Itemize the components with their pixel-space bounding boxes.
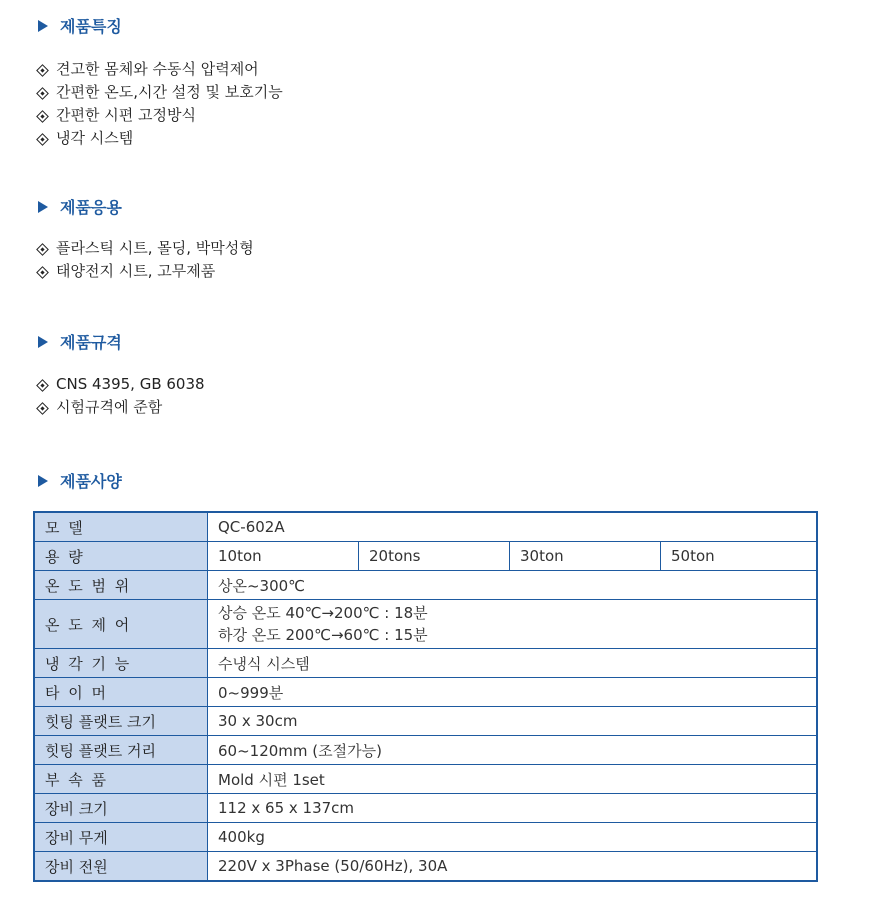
spec-value: 30 x 30cm <box>208 707 818 736</box>
spec-value: 10ton <box>208 542 359 571</box>
table-row <box>34 542 817 571</box>
list-item: 시험규격에 준함 <box>36 396 205 419</box>
applications-title: 제품응용 <box>60 198 122 217</box>
spec-label: 온 도 제 어 <box>34 600 208 649</box>
table-row <box>34 794 817 823</box>
diamond-bullet-icon <box>36 87 48 99</box>
spec-value: 30ton <box>510 542 661 571</box>
table-row <box>34 600 817 649</box>
standards-heading <box>38 330 122 353</box>
table-row <box>34 571 817 600</box>
features-heading <box>38 14 122 37</box>
specs-title: 제품사양 <box>60 472 122 491</box>
spec-value: Mold 시편 1set <box>208 765 818 794</box>
spec-label: 힛팅 플랫트 거리 <box>34 736 208 765</box>
list-item: 태양전지 시트, 고무제품 <box>36 260 254 283</box>
list-item: 냉각 시스템 <box>36 127 283 150</box>
table-row <box>34 765 817 794</box>
spec-value: 20tons <box>359 542 510 571</box>
spec-label: 장비 크기 <box>34 794 208 823</box>
triangle-bullet-icon <box>38 475 48 487</box>
spec-label: 모 델 <box>34 512 208 542</box>
table-row <box>34 852 817 882</box>
applications-heading <box>38 195 122 218</box>
spec-label: 힛팅 플랫트 크기 <box>34 707 208 736</box>
specs-heading <box>38 469 122 492</box>
spec-value: 112 x 65 x 137cm <box>208 794 818 823</box>
triangle-bullet-icon <box>38 336 48 348</box>
triangle-bullet-icon <box>38 201 48 213</box>
spec-label: 장비 무게 <box>34 823 208 852</box>
standards-list <box>36 373 205 419</box>
spec-value: 상승 온도 40℃→200℃ : 18분 하강 온도 200℃→60℃ : 15분 <box>208 600 818 649</box>
triangle-bullet-icon <box>38 20 48 32</box>
table-row <box>34 736 817 765</box>
list-item: CNS 4395, GB 6038 <box>36 373 205 396</box>
spec-label: 장비 전원 <box>34 852 208 882</box>
spec-value: 50ton <box>661 542 818 571</box>
diamond-bullet-icon <box>36 379 48 391</box>
applications-list <box>36 237 254 283</box>
diamond-bullet-icon <box>36 64 48 76</box>
standards-title: 제품규격 <box>60 333 122 352</box>
spec-label: 부 속 품 <box>34 765 208 794</box>
spec-label: 온 도 범 위 <box>34 571 208 600</box>
table-row <box>34 823 817 852</box>
spec-value: 60~120mm (조절가능) <box>208 736 818 765</box>
table-row <box>34 649 817 678</box>
features-title: 제품특징 <box>60 17 122 36</box>
list-item: 플라스틱 시트, 몰딩, 박막성형 <box>36 237 254 260</box>
spec-value: 220V x 3Phase (50/60Hz), 30A <box>208 852 818 882</box>
spec-label: 냉 각 기 능 <box>34 649 208 678</box>
spec-table <box>33 511 818 882</box>
table-row <box>34 707 817 736</box>
spec-value: QC-602A <box>208 512 818 542</box>
table-row <box>34 678 817 707</box>
list-item: 견고한 몸체와 수동식 압력제어 <box>36 58 283 81</box>
list-item: 간편한 온도,시간 설정 및 보호기능 <box>36 81 283 104</box>
diamond-bullet-icon <box>36 243 48 255</box>
diamond-bullet-icon <box>36 402 48 414</box>
spec-value: 수냉식 시스템 <box>208 649 818 678</box>
diamond-bullet-icon <box>36 133 48 145</box>
list-item: 간편한 시편 고정방식 <box>36 104 283 127</box>
spec-value: 0~999분 <box>208 678 818 707</box>
features-list <box>36 58 283 150</box>
spec-value: 400kg <box>208 823 818 852</box>
spec-value: 상온~300℃ <box>208 571 818 600</box>
spec-label: 타 이 머 <box>34 678 208 707</box>
diamond-bullet-icon <box>36 110 48 122</box>
diamond-bullet-icon <box>36 266 48 278</box>
table-row <box>34 512 817 542</box>
spec-label: 용 량 <box>34 542 208 571</box>
